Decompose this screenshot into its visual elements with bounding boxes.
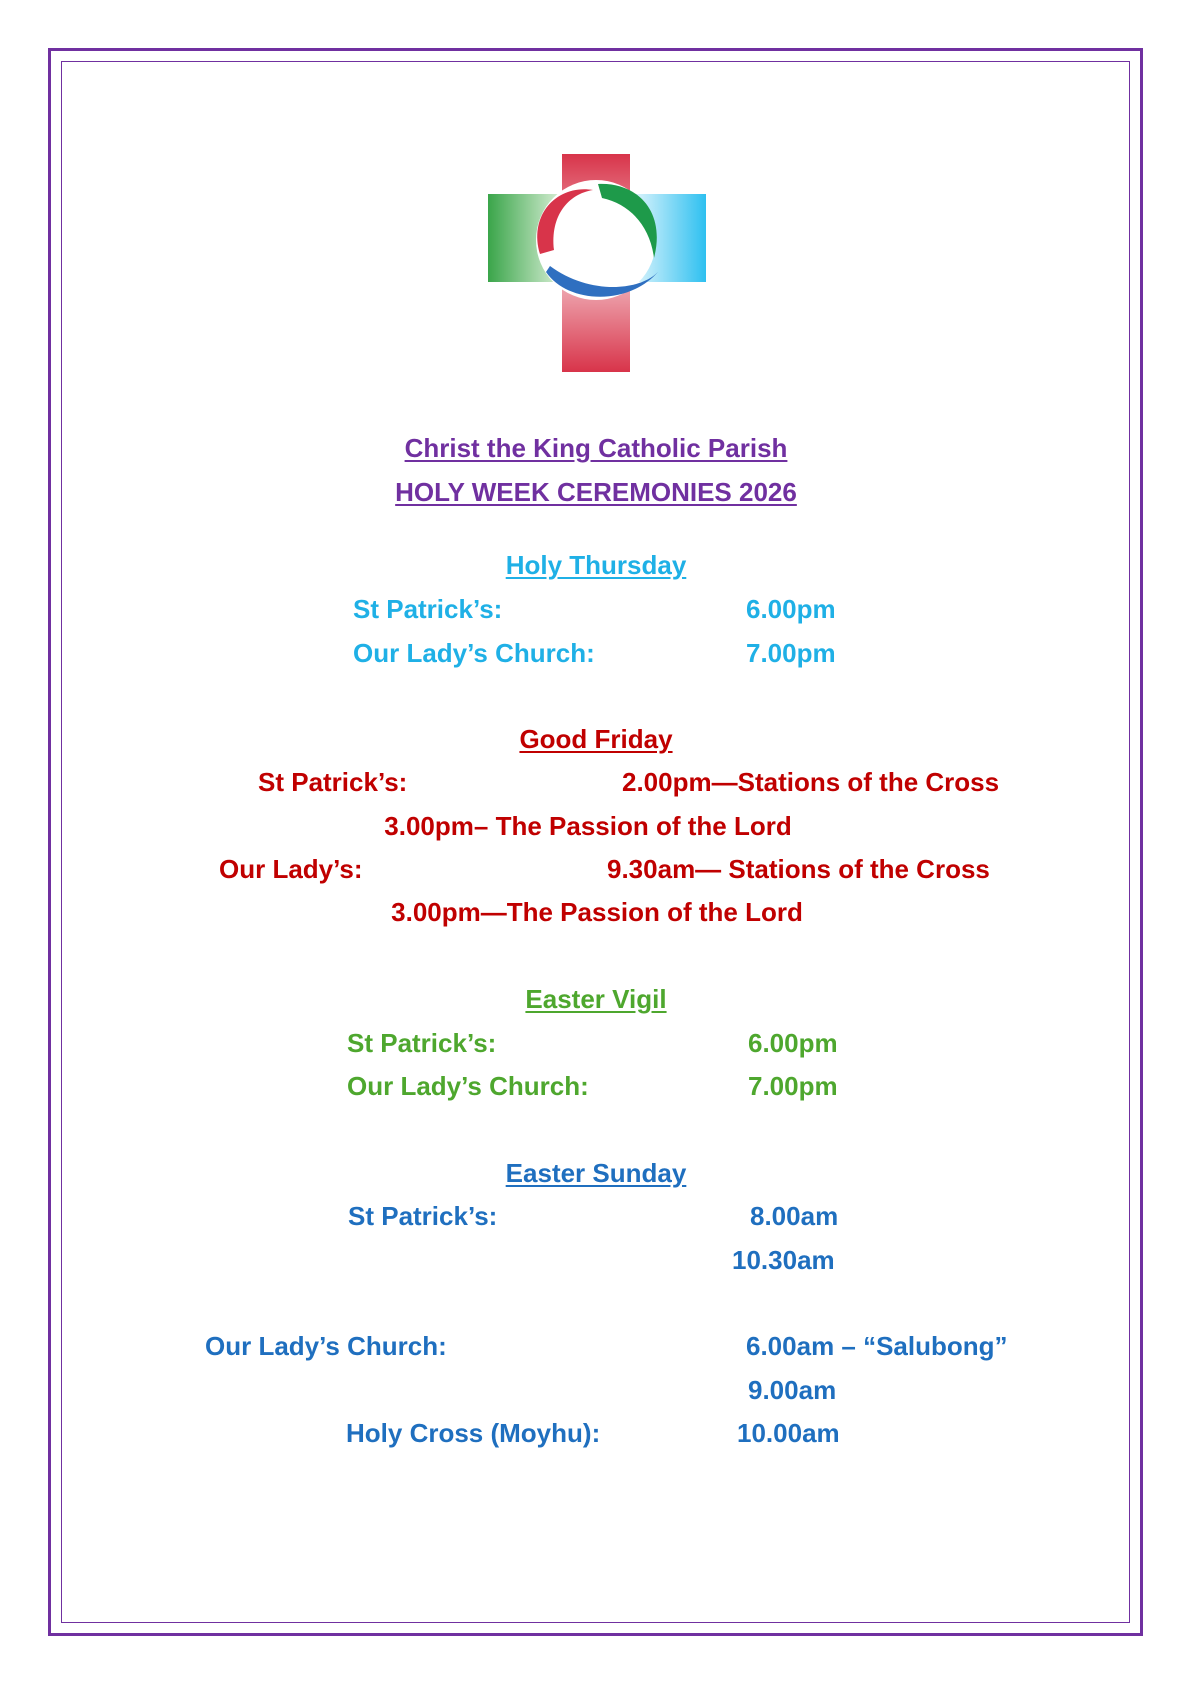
holy-thursday-heading: Holy Thursday bbox=[505, 550, 687, 580]
easter-sunday-holy-cross: Holy Cross (Moyhu): bbox=[346, 1418, 601, 1448]
easter-vigil-heading: Easter Vigil bbox=[525, 984, 667, 1014]
good-friday-line-2: 3.00pm– The Passion of the Lord bbox=[384, 811, 792, 841]
easter-sunday-holy-cross-time: 10.00am bbox=[737, 1418, 840, 1448]
easter-sunday-our-ladys-time-2: 9.00am bbox=[748, 1375, 837, 1405]
page-title: HOLY WEEK CEREMONIES 2026 bbox=[395, 477, 797, 507]
easter-sunday-st-patricks-time-1: 8.00am bbox=[750, 1201, 839, 1231]
easter-sunday-our-ladys-time-1: 6.00am – “Salubong” bbox=[746, 1331, 1008, 1361]
good-friday-time-2: 9.30am— Stations of the Cross bbox=[607, 854, 990, 884]
easter-sunday-st-patricks: St Patrick’s: bbox=[348, 1201, 498, 1231]
easter-vigil-place-2: Our Lady’s Church: bbox=[347, 1071, 589, 1101]
good-friday-place-2: Our Lady’s: bbox=[219, 854, 363, 884]
holy-thursday-place-1: St Patrick’s: bbox=[353, 594, 503, 624]
easter-vigil-place-1: St Patrick’s: bbox=[347, 1028, 497, 1058]
parish-cross-logo-icon bbox=[488, 154, 706, 372]
good-friday-line-4: 3.00pm—The Passion of the Lord bbox=[391, 897, 803, 927]
easter-vigil-time-2: 7.00pm bbox=[748, 1071, 838, 1101]
good-friday-heading: Good Friday bbox=[519, 724, 673, 754]
easter-sunday-heading: Easter Sunday bbox=[505, 1158, 687, 1188]
good-friday-time-1: 2.00pm—Stations of the Cross bbox=[622, 767, 1000, 797]
holy-thursday-time-1: 6.00pm bbox=[746, 594, 836, 624]
good-friday-place-1: St Patrick’s: bbox=[258, 767, 408, 797]
parish-name: Christ the King Catholic Parish bbox=[404, 433, 788, 463]
holy-thursday-place-2: Our Lady’s Church: bbox=[353, 638, 595, 668]
holy-thursday-time-2: 7.00pm bbox=[746, 638, 836, 668]
easter-sunday-st-patricks-time-2: 10.30am bbox=[732, 1245, 835, 1275]
easter-sunday-our-ladys: Our Lady’s Church: bbox=[205, 1331, 447, 1361]
easter-vigil-time-1: 6.00pm bbox=[748, 1028, 838, 1058]
